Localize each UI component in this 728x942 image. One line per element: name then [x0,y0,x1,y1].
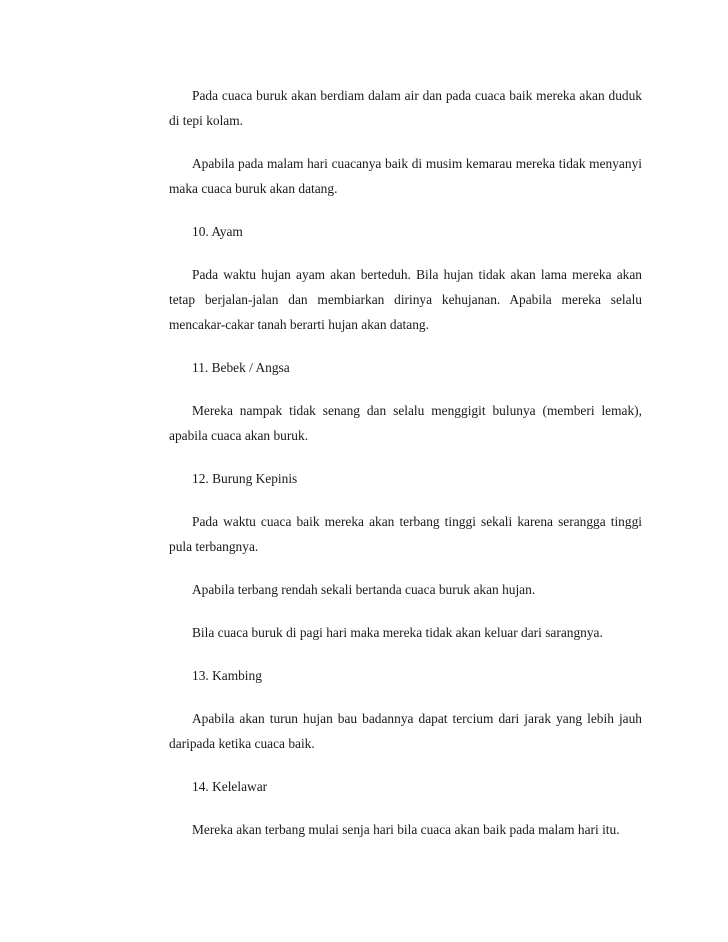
paragraph-ayam: Pada waktu hujan ayam akan berteduh. Bila hujan tidak akan lama mereka akan tetap berjalan-jalan dan membiarkan dirinya kehujanan. Apabila mereka selalu mencakar-cakar tanah berarti hujan akan datang. [169,267,642,332]
paragraph-frog-bad-weather: Pada cuaca buruk akan berdiam dalam air dan pada cuaca baik mereka akan duduk di tepi kolam. [169,88,642,128]
heading-kambing: 13. Kambing [192,668,262,683]
paragraph-kepinis-morning: Bila cuaca buruk di pagi hari maka mereka tidak akan keluar dari sarangnya. [192,625,603,640]
paragraph-kepinis-good-weather: Pada waktu cuaca baik mereka akan terbang tinggi sekali karena serangga tinggi pula terbangnya. [169,514,642,554]
paragraph-kambing: Apabila akan turun hujan bau badannya dapat tercium dari jarak yang lebih jauh daripada ketika cuaca baik. [169,711,642,751]
heading-ayam: 10. Ayam [192,224,243,239]
paragraph-frog-night: Apabila pada malam hari cuacanya baik di musim kemarau mereka tidak menyanyi maka cuaca buruk akan datang. [169,156,642,196]
paragraph-kelelawar: Mereka akan terbang mulai senja hari bila cuaca akan baik pada malam hari itu. [192,822,620,837]
heading-bebek-angsa: 11. Bebek / Angsa [192,360,290,375]
document-page [169,83,642,842]
paragraph-kepinis-low-flight: Apabila terbang rendah sekali bertanda cuaca buruk akan hujan. [192,582,536,597]
heading-kelelawar: 14. Kelelawar [192,779,268,794]
heading-burung-kepinis: 12. Burung Kepinis [192,471,298,486]
paragraph-bebek-angsa: Mereka nampak tidak senang dan selalu menggigit bulunya (memberi lemak), apabila cuaca akan buruk. [169,403,642,443]
